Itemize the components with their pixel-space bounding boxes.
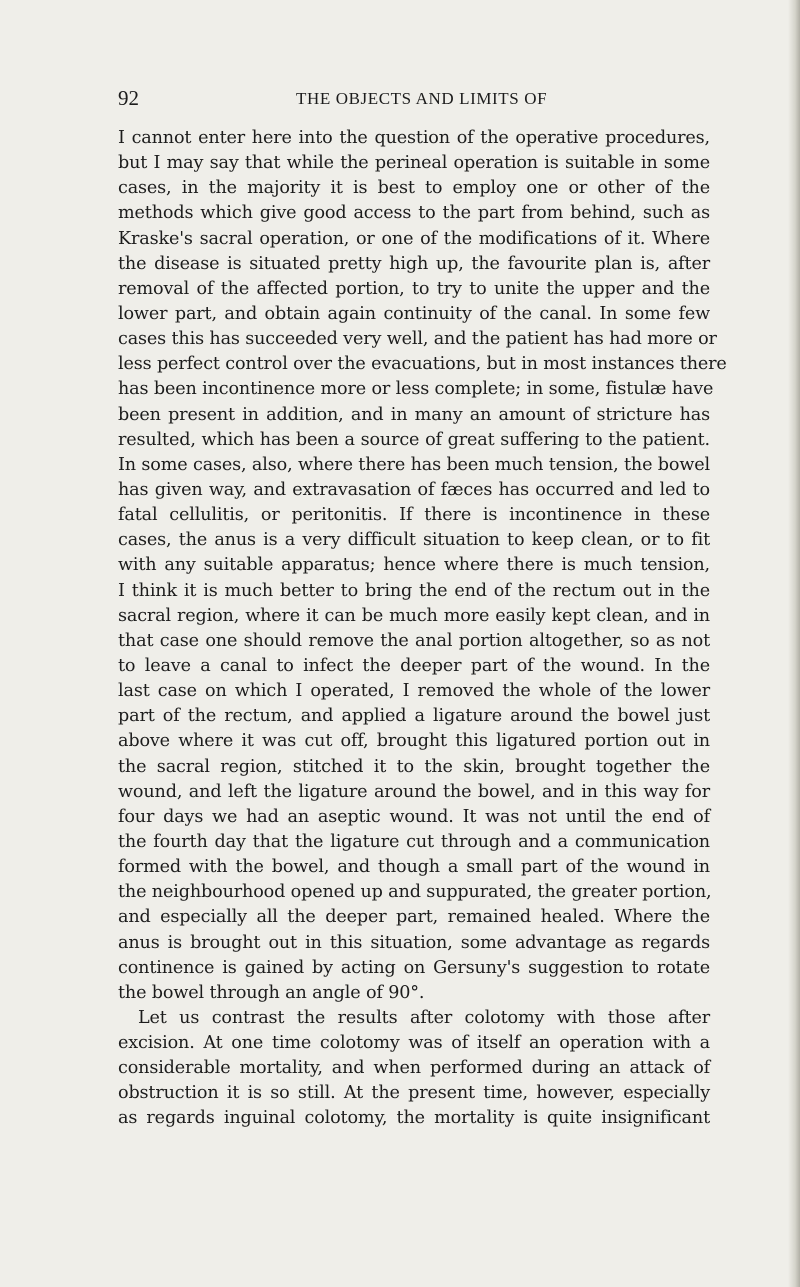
- text-line: less perfect control over the evacuations, but in most instances there: [118, 354, 727, 375]
- text-line: In some cases, also, where there has been much tension, the bowel: [118, 454, 710, 475]
- text-line: Kraske's sacral operation, or one of the modifications of it. Where: [118, 228, 710, 249]
- body-text: [118, 126, 727, 1132]
- text-line: Let us contrast the results after colotomy with those after: [138, 1007, 710, 1028]
- text-line: continence is gained by acting on Gersuny's suggestion to rotate: [118, 957, 710, 978]
- text-line: been present in addition, and in many an amount of stricture has: [118, 404, 710, 425]
- text-line: four days we had an aseptic wound. It was not until the end of: [118, 806, 710, 827]
- running-head: THE OBJECTS AND LIMITS OF: [296, 89, 548, 108]
- text-line: considerable mortality, and when performed during an attack of: [118, 1058, 710, 1079]
- text-line: last case on which I operated, I removed the whole of the lower: [118, 681, 710, 702]
- text-line: obstruction it is so still. At the present time, however, especially: [118, 1083, 710, 1104]
- text-line: I cannot enter here into the question of the operative procedures,: [118, 128, 710, 148]
- text-line: has given way, and extravasation of fæces has occurred and led to: [118, 479, 710, 500]
- text-line: with any suitable apparatus; hence where there is much tension,: [118, 555, 710, 576]
- text-line: I think it is much better to bring the end of the rectum out in the: [118, 580, 710, 601]
- text-line: lower part, and obtain again continuity of the canal. In some few: [118, 303, 710, 324]
- text-line: as regards inguinal colotomy, the mortality is quite insignificant: [118, 1108, 710, 1129]
- text-line: cases, the anus is a very difficult situation to keep clean, or to fit: [118, 530, 710, 551]
- text-line: the neighbourhood opened up and suppurated, the greater portion,: [118, 882, 712, 903]
- text-line: excision. At one time colotomy was of itself an operation with a: [118, 1033, 710, 1054]
- text-line: has been incontinence more or less complete; in some, fistulæ have: [118, 379, 714, 400]
- text-line: to leave a canal to infect the deeper part of the wound. In the: [118, 655, 710, 676]
- text-line: above where it was cut off, brought this ligatured portion out in: [118, 731, 710, 752]
- text-line: cases, in the majority it is best to employ one or other of the: [118, 178, 710, 199]
- text-line: the fourth day that the ligature cut through and a communication: [118, 831, 710, 852]
- text-line: the disease is situated pretty high up, the favourite plan is, after: [118, 253, 710, 274]
- text-line: and especially all the deeper part, remained healed. Where the: [118, 907, 710, 928]
- text-line: the bowel through an angle of 90°.: [118, 982, 425, 1003]
- text-line: wound, and left the ligature around the bowel, and in this way for: [118, 781, 710, 802]
- text-line: sacral region, where it can be much more easily kept clean, and in: [118, 605, 710, 626]
- text-line: part of the rectum, and applied a ligature around the bowel just: [118, 706, 710, 727]
- page-edge-shadow: [788, 0, 800, 1287]
- text-line: cases this has succeeded very well, and the patient has had more or: [118, 329, 717, 350]
- text-line: resulted, which has been a source of great suffering to the patient.: [118, 429, 710, 450]
- text-line: formed with the bowel, and though a small part of the wound in: [118, 857, 710, 878]
- text-line: removal of the affected portion, to try to unite the upper and the: [118, 278, 710, 299]
- page-number: 92: [118, 86, 139, 110]
- text-line: that case one should remove the anal portion altogether, so as not: [118, 630, 710, 651]
- page-header: [118, 86, 708, 112]
- text-line: the sacral region, stitched it to the skin, brought together the: [118, 756, 710, 777]
- text-line: anus is brought out in this situation, some advantage as regards: [118, 932, 710, 953]
- text-line: fatal cellulitis, or peritonitis. If there is incontinence in these: [118, 505, 710, 526]
- text-line: methods which give good access to the part from behind, such as: [118, 203, 710, 224]
- text-line: but I may say that while the perineal operation is suitable in some: [118, 153, 710, 174]
